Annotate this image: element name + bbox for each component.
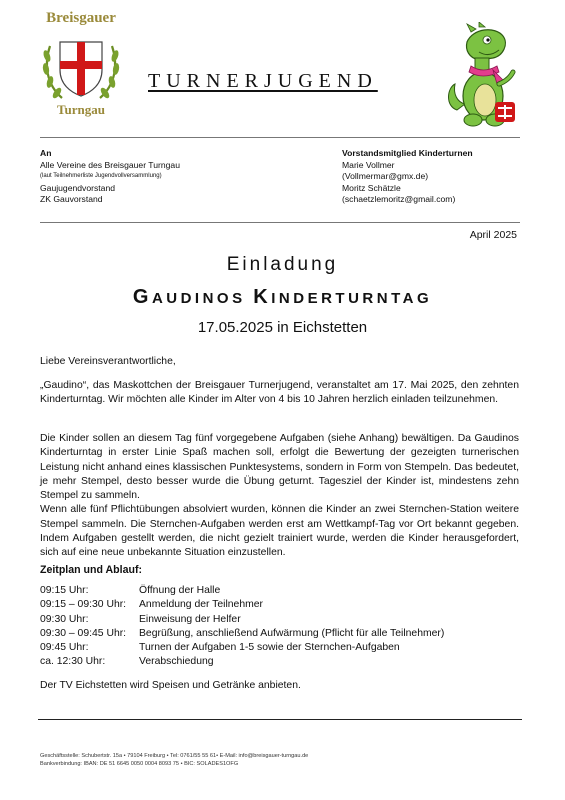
logo-arc-text: Breisgauer (46, 10, 116, 26)
schedule-row: 09:15 Uhr: Öffnung der Halle (40, 585, 221, 596)
contact-label: Vorstandsmitglied Kinderturnen (342, 148, 473, 158)
schedule-row: 09:30 Uhr: Einweisung der Helfer (40, 613, 241, 625)
greeting: Liebe Vereinsverantwortliche, (40, 356, 176, 367)
event-title: GAUDINOS KINDERTURNTAG (132, 286, 433, 308)
logo-bottom-text: Turngau (57, 102, 105, 117)
event-date-location: 17.05.2025 in Eichstetten (197, 319, 368, 336)
breisgauer-turngau-logo (36, 6, 126, 124)
footer (40, 752, 308, 768)
contact-email: (Vollmermar@gmx.de) (342, 171, 429, 181)
footer-address: Geschäftsstelle: Schubertstr. 15a • 79104 Freiburg • Tel: 0761/55 55 61• E-Mail: info@breisgauer-turngau.de (40, 753, 309, 759)
address-divider (40, 222, 520, 223)
dragon-mascot-icon (443, 22, 521, 134)
recipient-line: Gaujugendvorstand (40, 182, 116, 193)
schedule-row: ca. 12:30 Uhr: Verabschiedung (40, 656, 214, 668)
header-divider (40, 137, 520, 138)
paragraph-intro: „Gaudino“, das Maskottchen der Breisgauer Turnerjugend, veranstaltet am 17. Mai 2025, den zehnten Kinderturntag. Wir möchten alle Kinder im Alter von 4 bis 10 Jahren herzlich einladen teilzunehmen. (40, 380, 519, 406)
schedule-row: 09:45 Uhr: Turnen der Aufgaben 1-5 sowie der Sternchen-Aufgaben (40, 642, 400, 654)
schedule-row: 09:30 – 09:45 Uhr: Begrüßung, anschließend Aufwärmung (Pflicht für alle Teilnehmer) (40, 627, 445, 639)
footer-bank: Bankverbindung: IBAN: DE 51 6645 0050 0004 8093 75 • BIC: SOLADES1OFG (40, 761, 239, 767)
org-title: TURNERJUGEND (148, 70, 378, 92)
letter-date: April 2025 (469, 229, 517, 241)
contact-email: (schaetzlemoritz@gmail.com) (342, 194, 456, 204)
recipients-label: An (40, 148, 52, 158)
recipient-line: ZK Gauvorstand (40, 194, 103, 204)
schedule-row: 09:15 – 09:30 Uhr: Anmeldung der Teilnehmer (40, 599, 263, 611)
paragraph-tasks: Die Kinder sollen an diesem Tag fünf vorgegebene Aufgaben (siehe Anhang) bewältigen. Da Gaudinos Kinderturntag in erster Linie Spaß machen soll, erfolgt die Bewertung der gezeigten turnerischen Leistung nicht anhand eines klassischen Punktesystems, sondern in Form von Stempeln. Das bedeutet, je mehr Stempel, desto besser wurde die Übung geturnt. Tagesziel der Kinder ist, mindestens zehn Stempel zu sammeln. Wenn alle fünf Pflichtübungen absolviert wurden, können die Kinder an zwei Sternchen-Station weitere Stempel sammeln. Die Sternchen-Aufgaben werden erst am Wettkampf-Tag vor Ort bekannt gegeben. Indem Aufgaben gestellt werden, die nicht gezielt trainiert wurde, werden die Kinder herausgefordert, sich auf eine neue unbekannte Situation einzustellen. (40, 433, 519, 559)
recipient-line: Alle Vereine des Breisgauer Turngau (40, 159, 180, 170)
contact-block (342, 148, 473, 206)
recipients-block (40, 148, 180, 206)
invitation-heading: Einladung (226, 254, 339, 275)
schedule-title: Zeitplan und Ablauf: (40, 564, 143, 576)
recipient-note: (laut Teilnehmerliste Jugendvollversammlung) (40, 173, 162, 179)
closing-note: Der TV Eichstetten wird Speisen und Getränke anbieten. (40, 680, 301, 691)
contact-name: Moritz Schätzle (342, 182, 401, 193)
contact-name: Marie Vollmer (342, 159, 395, 170)
footer-divider (38, 719, 522, 720)
gaudino-mascot-logo (443, 22, 521, 134)
schedule-list (40, 584, 444, 670)
